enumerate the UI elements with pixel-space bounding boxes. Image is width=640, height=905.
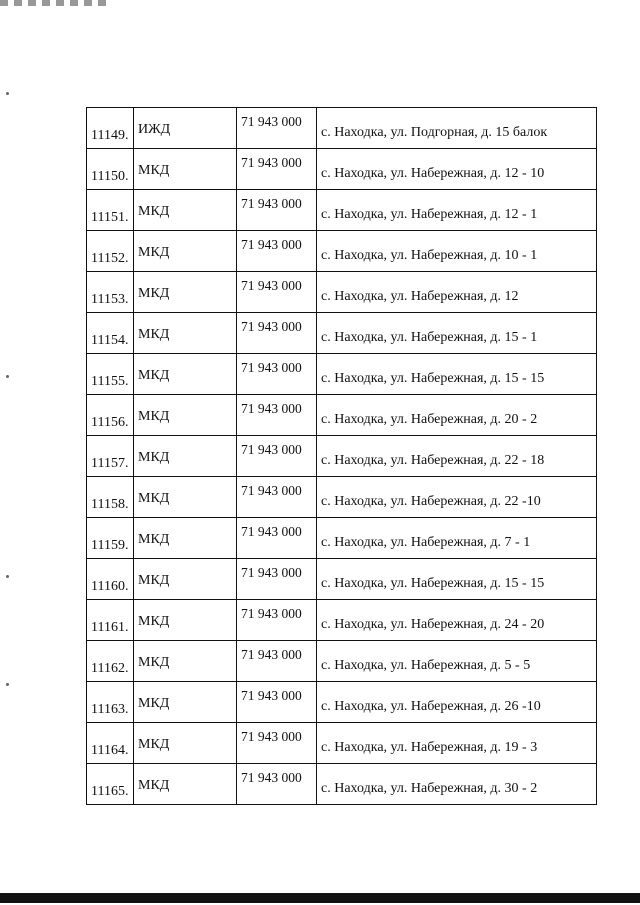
table-row xyxy=(87,682,597,723)
address-text: с. Находка, ул. Набережная, д. 24 - 20 xyxy=(321,617,545,632)
building-type-cell xyxy=(134,477,237,518)
address-text: с. Находка, ул. Набережная, д. 15 - 15 xyxy=(321,576,545,591)
building-type-text: МКД xyxy=(138,491,170,506)
row-number-text: 11161. xyxy=(91,620,129,635)
oktmo-code-text: 71 943 000 xyxy=(241,360,302,375)
oktmo-code-text: 71 943 000 xyxy=(241,155,302,170)
oktmo-code-cell xyxy=(237,723,317,764)
address-text: с. Находка, ул. Подгорная, д. 15 балок xyxy=(321,125,548,140)
row-number-cell xyxy=(87,108,134,149)
address-cell xyxy=(317,477,597,518)
address-text: с. Находка, ул. Набережная, д. 19 - 3 xyxy=(321,740,538,755)
building-type-cell xyxy=(134,682,237,723)
table-row xyxy=(87,764,597,805)
address-text: с. Находка, ул. Набережная, д. 26 -10 xyxy=(321,699,541,714)
table-row xyxy=(87,641,597,682)
row-number-cell xyxy=(87,149,134,190)
building-type-text: МКД xyxy=(138,696,170,711)
row-number-cell xyxy=(87,764,134,805)
address-text: с. Находка, ул. Набережная, д. 22 -10 xyxy=(321,494,541,509)
address-cell xyxy=(317,764,597,805)
table-row xyxy=(87,395,597,436)
oktmo-code-text: 71 943 000 xyxy=(241,319,302,334)
oktmo-code-cell xyxy=(237,518,317,559)
building-type-cell xyxy=(134,723,237,764)
oktmo-code-cell xyxy=(237,477,317,518)
building-type-cell xyxy=(134,108,237,149)
building-type-text: МКД xyxy=(138,778,170,793)
building-type-cell xyxy=(134,149,237,190)
address-cell xyxy=(317,313,597,354)
oktmo-code-cell xyxy=(237,436,317,477)
address-text: с. Находка, ул. Набережная, д. 15 - 1 xyxy=(321,330,538,345)
building-type-text: МКД xyxy=(138,409,170,424)
row-number-cell xyxy=(87,395,134,436)
row-number-text: 11157. xyxy=(91,456,129,471)
building-type-cell xyxy=(134,600,237,641)
row-number-cell xyxy=(87,190,134,231)
address-text: с. Находка, ул. Набережная, д. 12 - 1 xyxy=(321,207,538,222)
table-row xyxy=(87,272,597,313)
row-number-cell xyxy=(87,641,134,682)
oktmo-code-cell xyxy=(237,108,317,149)
address-cell xyxy=(317,272,597,313)
oktmo-code-cell xyxy=(237,313,317,354)
row-number-text: 11152. xyxy=(91,251,129,266)
oktmo-code-text: 71 943 000 xyxy=(241,196,302,211)
address-cell xyxy=(317,559,597,600)
address-text: с. Находка, ул. Набережная, д. 7 - 1 xyxy=(321,535,531,550)
table-row xyxy=(87,436,597,477)
row-number-text: 11162. xyxy=(91,661,129,676)
row-number-cell xyxy=(87,723,134,764)
address-cell xyxy=(317,190,597,231)
building-type-text: МКД xyxy=(138,286,170,301)
oktmo-code-text: 71 943 000 xyxy=(241,524,302,539)
row-number-text: 11160. xyxy=(91,579,129,594)
oktmo-code-text: 71 943 000 xyxy=(241,114,302,129)
address-text: с. Находка, ул. Набережная, д. 12 xyxy=(321,289,519,304)
registry-table xyxy=(86,107,597,805)
building-type-cell xyxy=(134,764,237,805)
oktmo-code-text: 71 943 000 xyxy=(241,278,302,293)
oktmo-code-cell xyxy=(237,190,317,231)
building-type-cell xyxy=(134,518,237,559)
scan-artifact-top xyxy=(0,0,110,6)
row-number-text: 11156. xyxy=(91,415,129,430)
building-type-text: МКД xyxy=(138,327,170,342)
row-number-text: 11150. xyxy=(91,169,129,184)
building-type-text: МКД xyxy=(138,204,170,219)
scan-artifact-dot xyxy=(6,92,9,95)
row-number-cell xyxy=(87,477,134,518)
address-cell xyxy=(317,395,597,436)
address-cell xyxy=(317,436,597,477)
building-type-text: МКД xyxy=(138,573,170,588)
building-type-cell xyxy=(134,231,237,272)
address-cell xyxy=(317,231,597,272)
address-text: с. Находка, ул. Набережная, д. 10 - 1 xyxy=(321,248,538,263)
building-type-text: МКД xyxy=(138,655,170,670)
building-type-cell xyxy=(134,313,237,354)
building-type-cell xyxy=(134,395,237,436)
oktmo-code-cell xyxy=(237,231,317,272)
building-type-text: МКД xyxy=(138,368,170,383)
building-type-cell xyxy=(134,190,237,231)
building-type-cell xyxy=(134,436,237,477)
building-type-text: МКД xyxy=(138,450,170,465)
oktmo-code-text: 71 943 000 xyxy=(241,688,302,703)
oktmo-code-cell xyxy=(237,764,317,805)
row-number-text: 11149. xyxy=(91,128,129,143)
address-text: с. Находка, ул. Набережная, д. 20 - 2 xyxy=(321,412,538,427)
address-cell xyxy=(317,354,597,395)
building-type-text: МКД xyxy=(138,532,170,547)
row-number-cell xyxy=(87,559,134,600)
table-row xyxy=(87,231,597,272)
table-row xyxy=(87,354,597,395)
address-text: с. Находка, ул. Набережная, д. 15 - 15 xyxy=(321,371,545,386)
row-number-cell xyxy=(87,354,134,395)
table-row xyxy=(87,600,597,641)
row-number-text: 11164. xyxy=(91,743,129,758)
row-number-cell xyxy=(87,682,134,723)
address-cell xyxy=(317,149,597,190)
oktmo-code-cell xyxy=(237,354,317,395)
row-number-text: 11154. xyxy=(91,333,129,348)
table-row xyxy=(87,723,597,764)
row-number-text: 11159. xyxy=(91,538,129,553)
oktmo-code-cell xyxy=(237,641,317,682)
address-cell xyxy=(317,641,597,682)
oktmo-code-text: 71 943 000 xyxy=(241,729,302,744)
address-cell xyxy=(317,518,597,559)
table-row xyxy=(87,190,597,231)
building-type-cell xyxy=(134,272,237,313)
oktmo-code-text: 71 943 000 xyxy=(241,565,302,580)
address-cell xyxy=(317,600,597,641)
oktmo-code-cell xyxy=(237,149,317,190)
oktmo-code-cell xyxy=(237,682,317,723)
oktmo-code-text: 71 943 000 xyxy=(241,237,302,252)
row-number-cell xyxy=(87,518,134,559)
scan-artifact-dot xyxy=(6,375,9,378)
oktmo-code-text: 71 943 000 xyxy=(241,647,302,662)
oktmo-code-text: 71 943 000 xyxy=(241,770,302,785)
address-cell xyxy=(317,682,597,723)
table-row xyxy=(87,518,597,559)
row-number-text: 11155. xyxy=(91,374,129,389)
oktmo-code-cell xyxy=(237,395,317,436)
building-type-text: МКД xyxy=(138,614,170,629)
registry-table-body xyxy=(87,108,597,805)
oktmo-code-text: 71 943 000 xyxy=(241,606,302,621)
table-row xyxy=(87,313,597,354)
scan-edge-bar xyxy=(0,893,640,903)
row-number-cell xyxy=(87,313,134,354)
address-text: с. Находка, ул. Набережная, д. 5 - 5 xyxy=(321,658,531,673)
row-number-text: 11165. xyxy=(91,784,129,799)
building-type-text: МКД xyxy=(138,163,170,178)
oktmo-code-cell xyxy=(237,559,317,600)
oktmo-code-text: 71 943 000 xyxy=(241,442,302,457)
building-type-text: МКД xyxy=(138,245,170,260)
address-text: с. Находка, ул. Набережная, д. 12 - 10 xyxy=(321,166,545,181)
row-number-text: 11153. xyxy=(91,292,129,307)
address-cell xyxy=(317,723,597,764)
building-type-text: ИЖД xyxy=(138,122,171,137)
oktmo-code-text: 71 943 000 xyxy=(241,401,302,416)
building-type-cell xyxy=(134,641,237,682)
scan-artifact-dot xyxy=(6,683,9,686)
oktmo-code-text: 71 943 000 xyxy=(241,483,302,498)
table-row xyxy=(87,149,597,190)
row-number-cell xyxy=(87,600,134,641)
address-text: с. Находка, ул. Набережная, д. 22 - 18 xyxy=(321,453,545,468)
row-number-text: 11151. xyxy=(91,210,129,225)
building-type-text: МКД xyxy=(138,737,170,752)
building-type-cell xyxy=(134,354,237,395)
table-row xyxy=(87,559,597,600)
table-row xyxy=(87,108,597,149)
table-row xyxy=(87,477,597,518)
row-number-text: 11163. xyxy=(91,702,129,717)
row-number-cell xyxy=(87,231,134,272)
building-type-cell xyxy=(134,559,237,600)
scan-artifact-dot xyxy=(6,575,9,578)
address-text: с. Находка, ул. Набережная, д. 30 - 2 xyxy=(321,781,538,796)
address-cell xyxy=(317,108,597,149)
row-number-text: 11158. xyxy=(91,497,129,512)
row-number-cell xyxy=(87,436,134,477)
oktmo-code-cell xyxy=(237,600,317,641)
row-number-cell xyxy=(87,272,134,313)
oktmo-code-cell xyxy=(237,272,317,313)
